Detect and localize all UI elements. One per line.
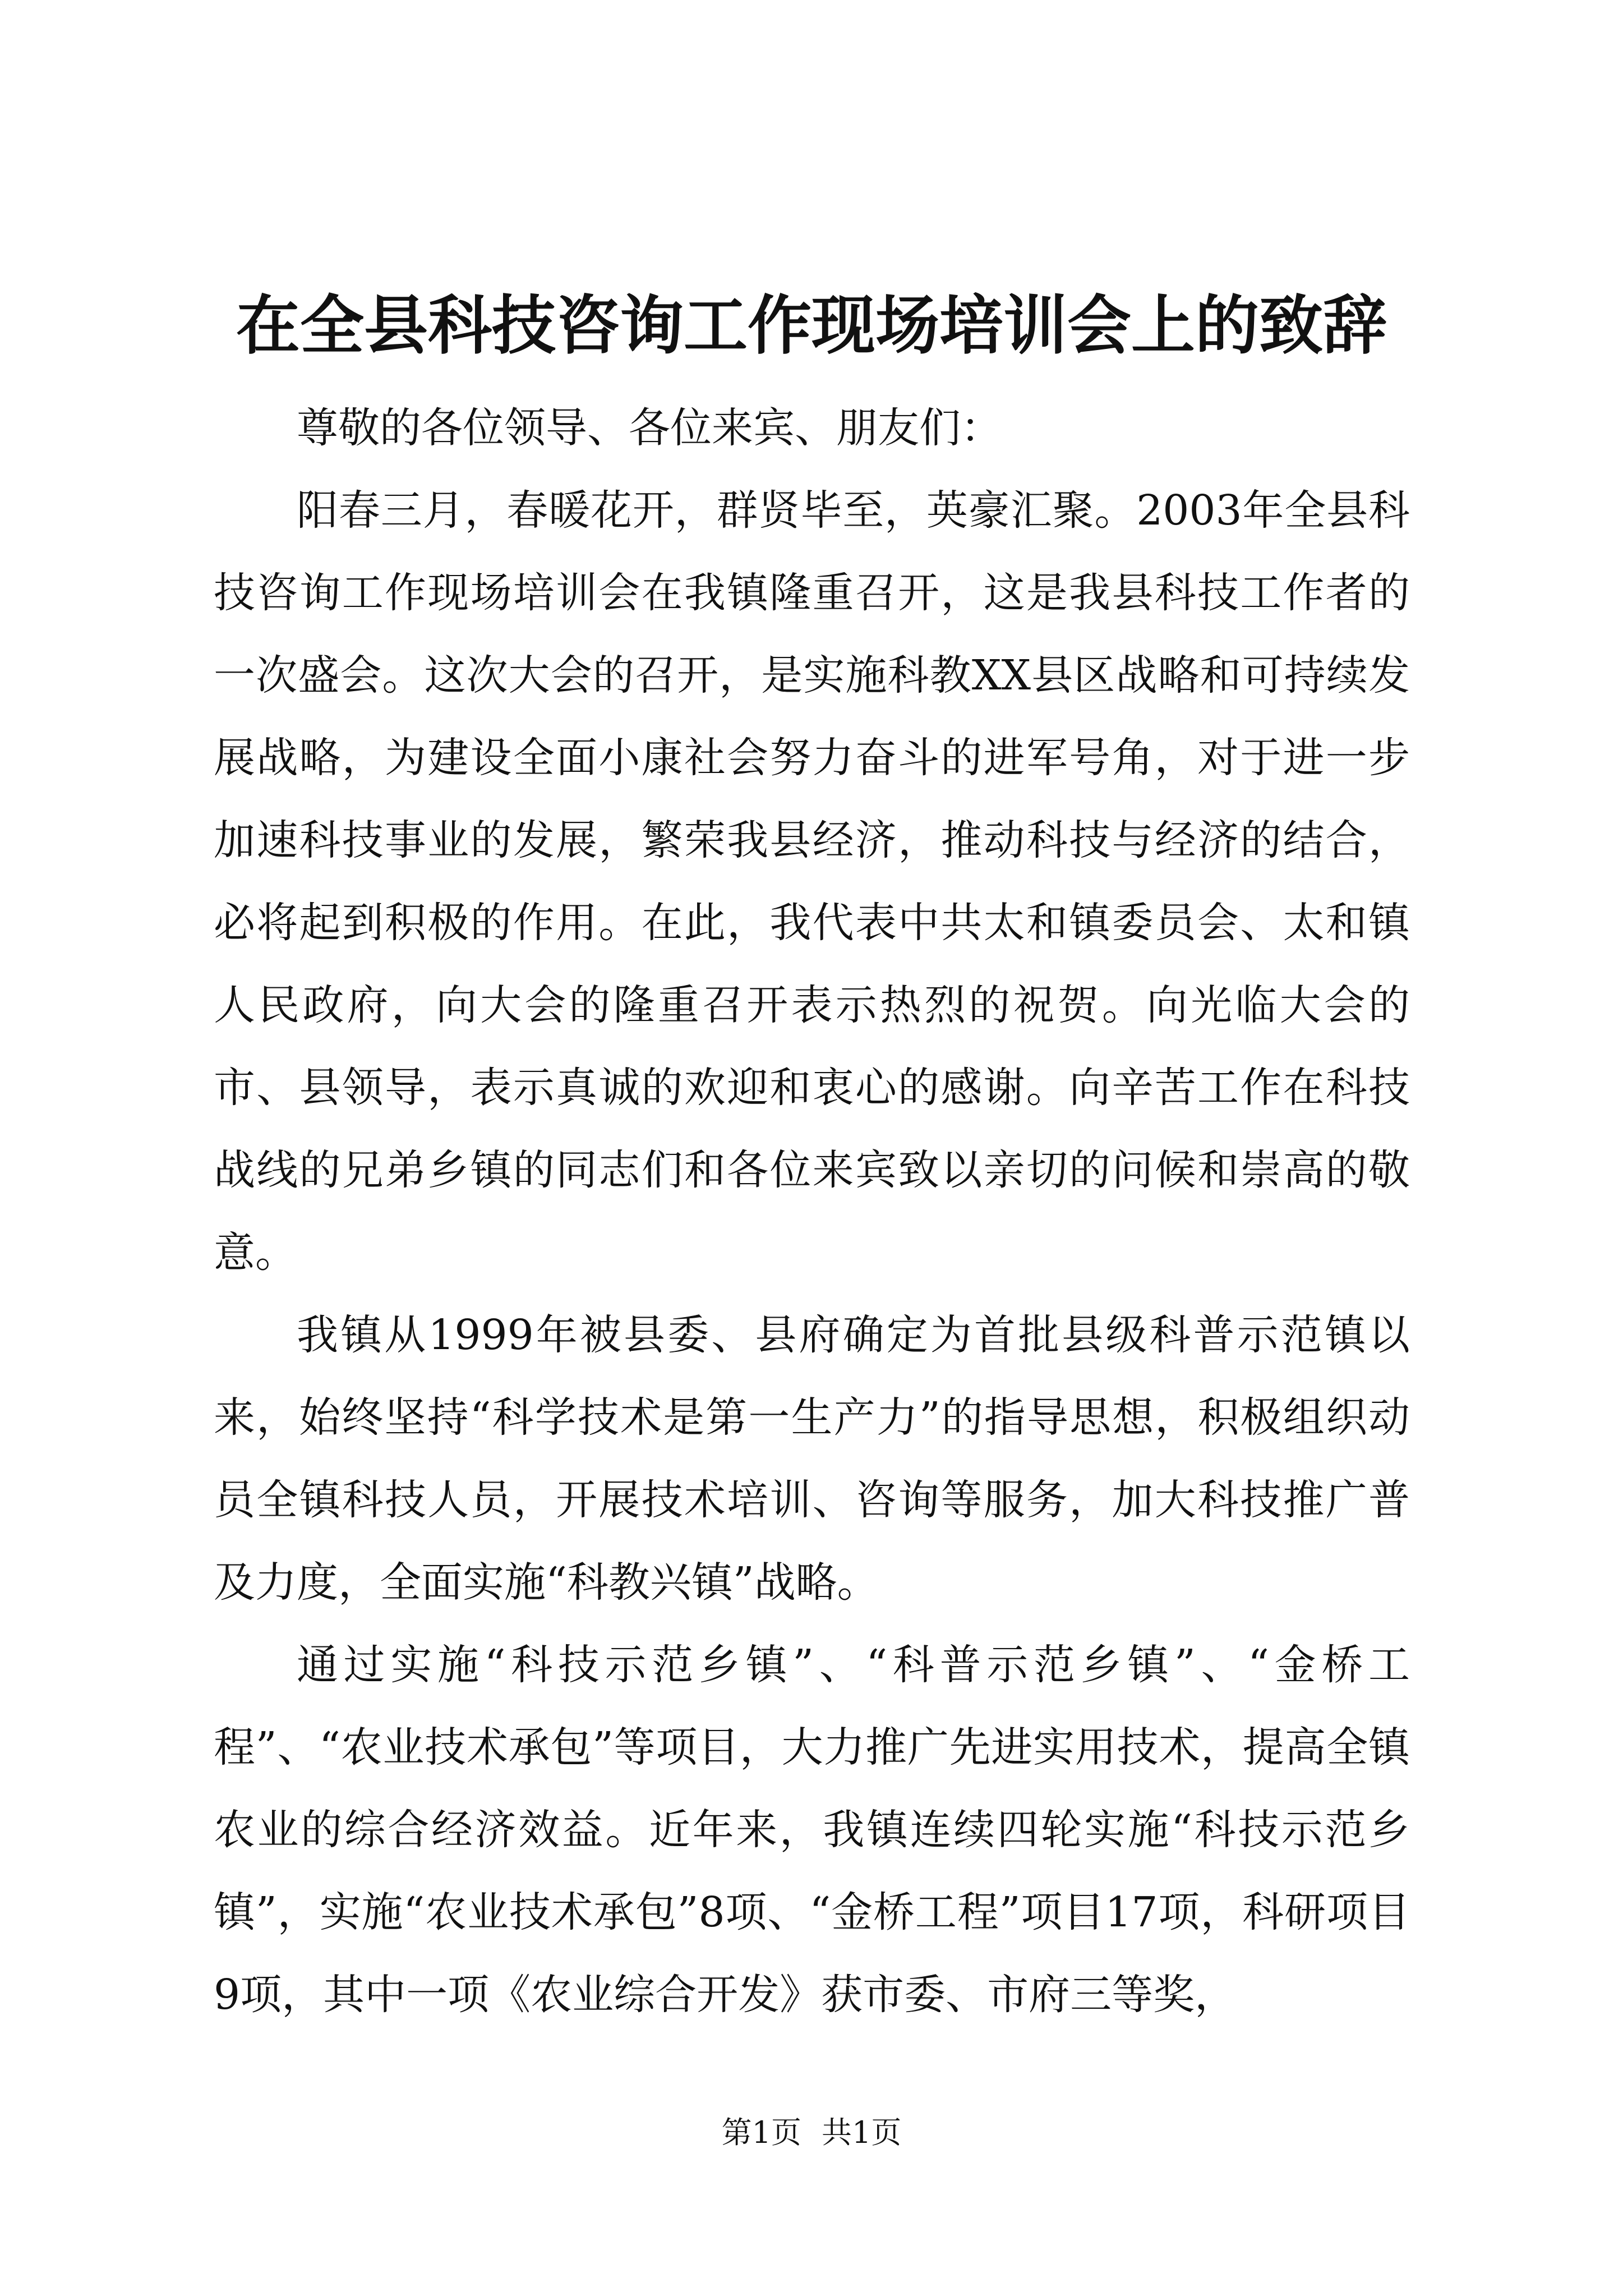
page-total: 共1页: [822, 2115, 902, 2150]
page-footer: [0, 2110, 1623, 2155]
history-paragraph: 我镇从1999年被县委、县府确定为首批县级科普示范镇以来，始终坚持“科学技术是第一生产力”的指导思想，积极组织动员全镇科技人员，开展技术培训、咨询等服务，加大科技推广普及力度，全面实施“科教兴镇”战略。: [214, 1311, 1410, 1607]
projects-paragraph: 通过实施“科技示范乡镇”、“科普示范乡镇”、“金桥工程”、“农业技术承包”等项目，大力推广先进实用技术，提高全镇农业的综合经济效益。近年来，我镇连续四轮实施“科技示范乡镇”，实施“农业技术承包”8项、“金桥工程”项目17项，科研项目9项，其中一项《农业综合开发》获市委、市府三等奖，: [214, 1641, 1410, 2019]
document-body: [214, 387, 1410, 2036]
document-title: 在全县科技咨询工作现场培训会上的致辞: [236, 288, 1387, 363]
page-number: 第1页: [721, 2115, 801, 2150]
salutation-paragraph: 尊敬的各位领导、各位来宾、朋友们：: [297, 404, 1002, 452]
opening-paragraph: 阳春三月，春暖花开，群贤毕至，英豪汇聚。2003年全县科技咨询工作现场培训会在我镇隆重召开，这是我县科技工作者的一次盛会。这次大会的召开，是实施科教XX县区战略和可持续发展战略，为建设全面小康社会努力奋斗的进军号角，对于进一步加速科技事业的发展，繁荣我县经济，推动科技与经济的结合，必将起到积极的作用。在此，我代表中共太和镇委员会、太和镇人民政府，向大会的隆重召开表示热烈的祝贺。向光临大会的市、县领导，表示真诚的欢迎和衷心的感谢。向辛苦工作在科技战线的兄弟乡镇的同志们和各位来宾致以亲切的问候和崇高的敬意。: [214, 486, 1410, 1277]
